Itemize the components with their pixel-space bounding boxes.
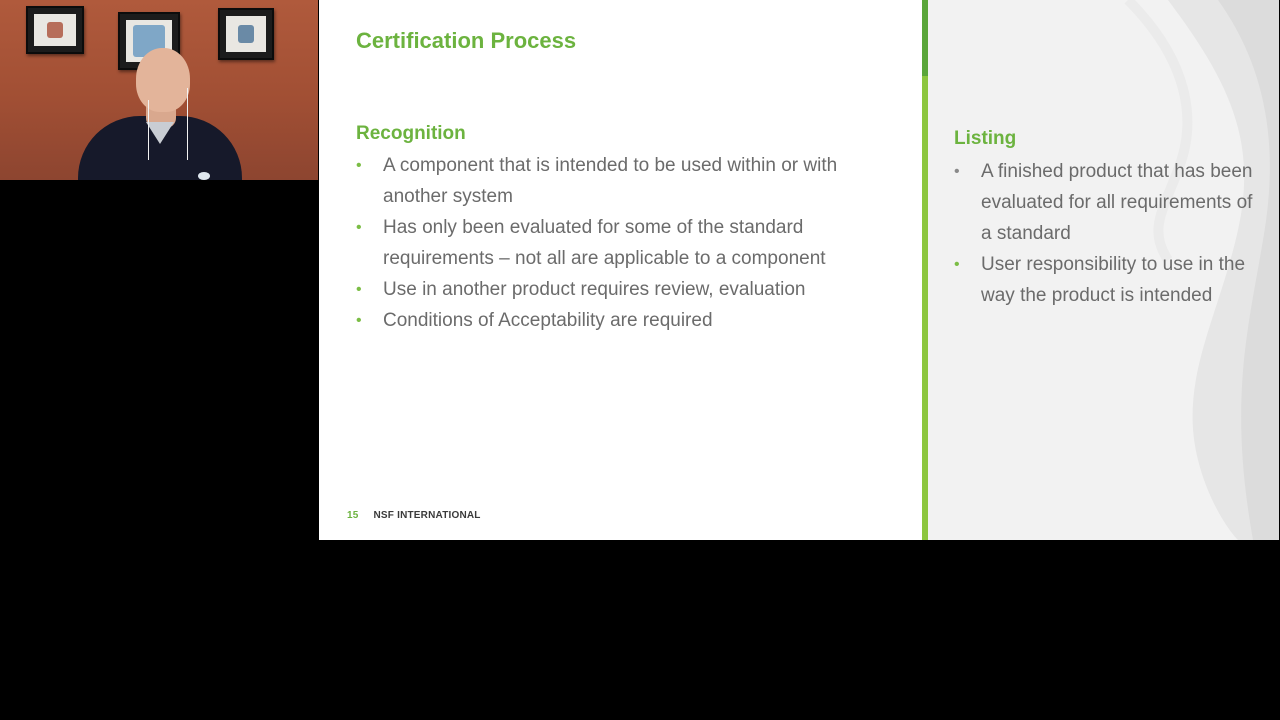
recognition-bullet-list: [356, 150, 896, 336]
listing-heading: Listing: [954, 128, 1017, 149]
bullet-icon: •: [356, 157, 362, 174]
list-item: [356, 212, 896, 274]
bullet-icon: •: [954, 256, 960, 273]
slide-page-number: 15: [347, 510, 359, 521]
webcam-video: [0, 0, 318, 180]
bullet-text: Conditions of Acceptability are required: [383, 310, 713, 331]
list-item: [356, 150, 896, 212]
presentation-slide: [319, 0, 1279, 540]
bullet-icon: •: [356, 312, 362, 329]
bullet-text: Has only been evaluated for some of the standard requirements – not all are applicable to a component: [383, 217, 826, 269]
bullet-text: A finished product that has been evaluated for all requirements of a standard: [981, 161, 1253, 244]
bullet-icon: •: [356, 219, 362, 236]
slide-footer: [347, 510, 481, 521]
list-item: [356, 305, 896, 336]
listing-bullet-list: [954, 156, 1254, 311]
bullet-text: User responsibility to use in the way the product is intended: [981, 254, 1246, 306]
slide-left-panel: [319, 0, 922, 540]
shirt-logo-icon: [198, 172, 210, 180]
bullet-text: A component that is intended to be used within or with another system: [383, 155, 838, 207]
footer-company-name: NSF INTERNATIONAL: [373, 510, 481, 521]
slide-title: Certification Process: [356, 28, 577, 53]
bullet-icon: •: [356, 281, 362, 298]
bullet-text: Use in another product requires review, evaluation: [383, 279, 806, 300]
presenter-figure: [60, 40, 260, 180]
list-item: [954, 156, 1254, 249]
list-item: [954, 249, 1254, 311]
slide-right-panel: [928, 0, 1279, 540]
recognition-heading: Recognition: [356, 123, 466, 144]
list-item: [356, 274, 896, 305]
bullet-icon: •: [954, 163, 960, 180]
